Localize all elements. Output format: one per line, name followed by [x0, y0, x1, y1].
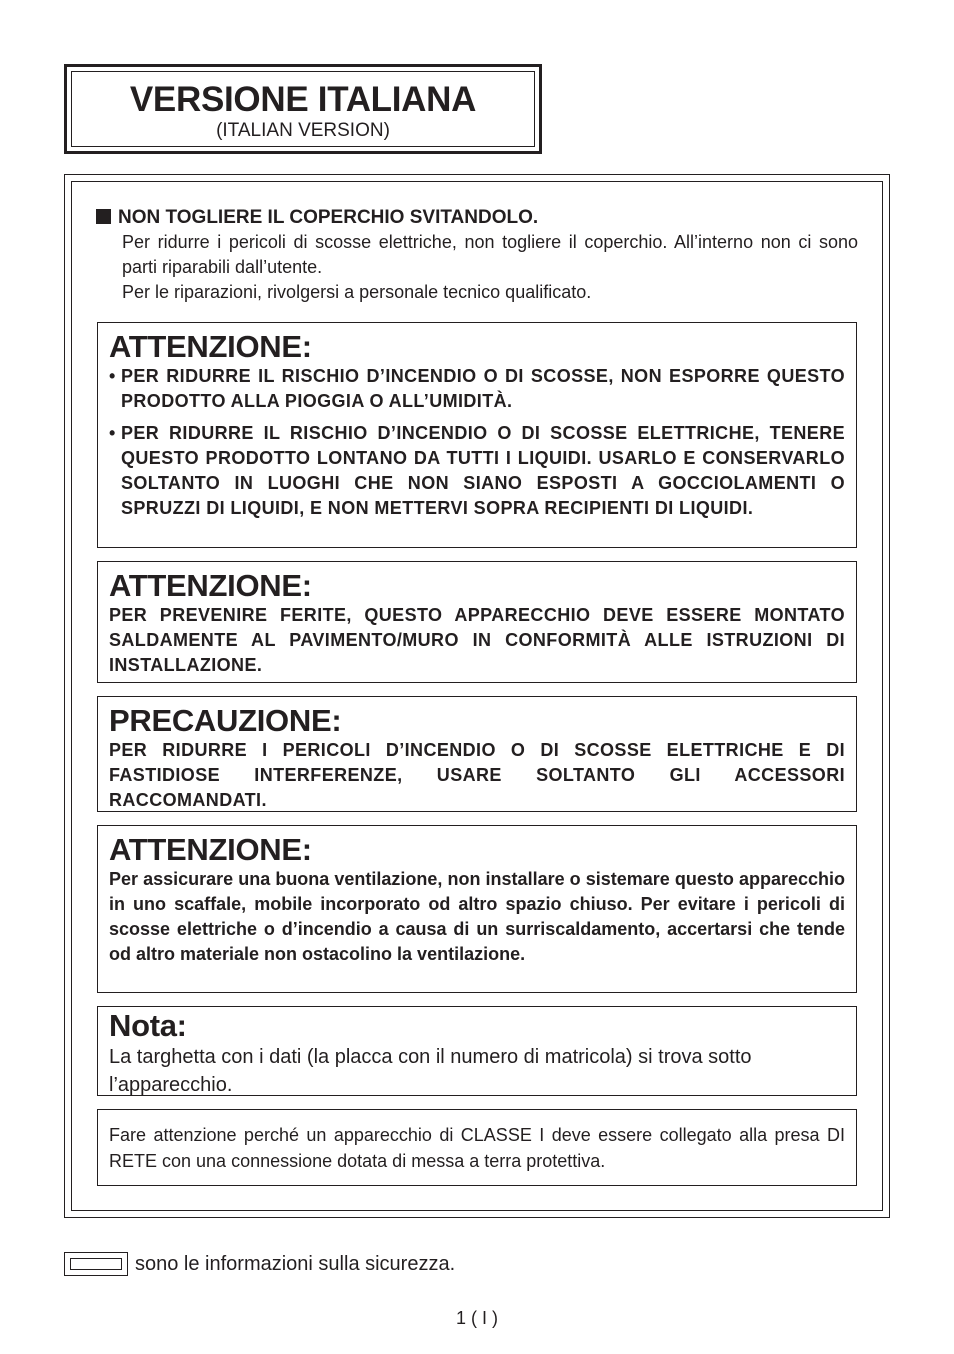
precaution-box	[97, 696, 857, 812]
bullet-dot-icon: •	[109, 366, 116, 386]
page-title: VERSIONE ITALIANA	[129, 80, 477, 119]
warning-1-bullet-2	[109, 421, 845, 521]
class-notice-box	[97, 1109, 857, 1186]
warning-1-bullet-1-text: PER RIDURRE IL RISCHIO D’INCENDIO O DI SCOSSE, NON ESPORRE QUESTO PRODOTTO ALLA PIOGGIA O ALL’UMIDITÀ.	[121, 366, 845, 411]
warning-2-title: ATTENZIONE:	[109, 568, 312, 603]
warning-2-text: PER PREVENIRE FERITE, QUESTO APPARECCHIO DEVE ESSERE MONTATO SALDAMENTE AL PAVIMENTO/MURO IN CONFORMITÀ ALLE ISTRUZIONI DI INSTALLAZIONE.	[109, 605, 845, 675]
class-notice-text: Fare attenzione perché un apparecchio di CLASSE I deve essere collegato alla presa DI RETE con una connessione dotata di messa a terra protettiva.	[109, 1125, 845, 1171]
bullet-dot-icon: •	[109, 423, 116, 443]
intro-heading-row	[96, 205, 858, 230]
warning-3-title: ATTENZIONE:	[109, 832, 312, 867]
title-inner-frame	[71, 71, 535, 147]
square-bullet-icon	[96, 209, 111, 224]
safety-legend	[64, 1252, 455, 1276]
warning-box-2	[97, 561, 857, 683]
intro-paragraph-1: Per ridurre i pericoli di scosse elettriche, non togliere il coperchio. All’interno non ci sono parti riparabili dall’utente.	[122, 232, 858, 277]
precaution-text: PER RIDURRE I PERICOLI D’INCENDIO O DI SCOSSE ELETTRICHE E DI FASTIDIOSE INTERFERENZE, USARE SOLTANTO GLI ACCESSORI RACCOMANDATI.	[109, 740, 845, 810]
page-subtitle: (ITALIAN VERSION)	[216, 120, 390, 141]
note-text: La targhetta con i dati (la placca con il numero di matricola) si trova sotto l’apparecchio.	[109, 1046, 752, 1096]
legend-frame-icon	[64, 1252, 128, 1276]
warning-box-1	[97, 322, 857, 548]
warning-1-title: ATTENZIONE:	[109, 329, 312, 364]
warning-1-bullet-1	[109, 364, 845, 414]
note-title: Nota:	[109, 1008, 187, 1043]
title-box	[64, 64, 542, 154]
precaution-title: PRECAUZIONE:	[109, 703, 342, 738]
intro-paragraph-2: Per le riparazioni, rivolgersi a personale tecnico qualificato.	[122, 282, 592, 302]
warning-3-text: Per assicurare una buona ventilazione, non installare o sistemare questo apparecchio in uno scaffale, mobile incorporato od altro spazio chiuso. Per evitare i pericoli di scosse elettriche o d’incendio a causa di un surriscaldamento, accertarsi che tende od altro materiale non ostacolino la ventilazione.	[109, 869, 845, 964]
warning-box-3	[97, 825, 857, 993]
page-number: 1 ( I )	[455, 1308, 498, 1328]
legend-text: sono le informazioni sulla sicurezza.	[135, 1252, 456, 1275]
intro-heading: NON TOGLIERE IL COPERCHIO SVITANDOLO.	[118, 207, 539, 228]
warning-1-bullet-2-text: PER RIDURRE IL RISCHIO D’INCENDIO O DI SCOSSE ELETTRICHE, TENERE QUESTO PRODOTTO LONTANO DA TUTTI I LIQUIDI. USARLO E CONSERVARLO SOLTANTO IN LUOGHI CHE NON SIANO ESPOSTI A GOCCIOLAMENTI O SPRUZZI DI LIQUIDI, E NON METTERVI SOPRA RECIPIENTI DI LIQUIDI.	[121, 423, 845, 518]
intro-section	[96, 205, 858, 305]
note-box	[97, 1006, 857, 1096]
